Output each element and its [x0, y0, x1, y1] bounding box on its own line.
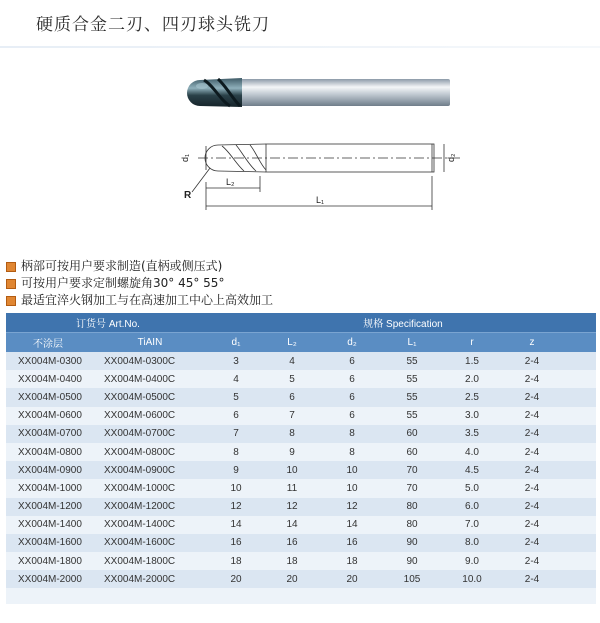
table-cell: XX004M-0500C: [90, 388, 210, 406]
spec-table: [6, 313, 596, 604]
table-row: [6, 370, 596, 388]
col-tiain: TiAIN: [90, 333, 210, 353]
table-cell: 3.0: [442, 407, 502, 425]
table-cell-spacer: [562, 443, 596, 461]
table-cell: XX004M-0400C: [90, 370, 210, 388]
table-cell-spacer: [562, 461, 596, 479]
spec-table-body: [6, 352, 596, 604]
table-row: [6, 352, 596, 370]
table-cell: 2.0: [442, 370, 502, 388]
table-cell-blank: [6, 588, 596, 604]
table-cell: 7.0: [442, 516, 502, 534]
table-cell-spacer: [562, 534, 596, 552]
table-cell: 20: [262, 570, 322, 588]
table-cell: 4.5: [442, 461, 502, 479]
table-cell: 8.0: [442, 534, 502, 552]
bullet-square-icon: [6, 262, 16, 272]
table-cell: 9.0: [442, 552, 502, 570]
table-cell: 12: [322, 498, 382, 516]
table-cell: 2-4: [502, 370, 562, 388]
table-cell-spacer: [562, 425, 596, 443]
table-cell: 12: [262, 498, 322, 516]
table-cell: 90: [382, 552, 442, 570]
table-row: [6, 498, 596, 516]
table-cell: 55: [382, 370, 442, 388]
table-cell: 6: [262, 388, 322, 406]
table-cell-spacer: [562, 352, 596, 370]
table-cell: 10: [322, 461, 382, 479]
table-cell: 2-4: [502, 461, 562, 479]
table-row: [6, 425, 596, 443]
table-cell: 18: [210, 552, 262, 570]
table-cell: 10: [322, 479, 382, 497]
table-cell: 5: [210, 388, 262, 406]
table-row: [6, 534, 596, 552]
table-cell: 3.5: [442, 425, 502, 443]
table-cell: 70: [382, 461, 442, 479]
table-cell: 20: [210, 570, 262, 588]
table-cell: 8: [322, 425, 382, 443]
table-cell: 2-4: [502, 516, 562, 534]
table-cell: 16: [210, 534, 262, 552]
table-cell: XX004M-1000: [6, 479, 90, 497]
table-cell: 60: [382, 443, 442, 461]
col-d2: d₂: [322, 333, 382, 353]
table-cell-spacer: [562, 388, 596, 406]
table-cell: 2-4: [502, 443, 562, 461]
table-cell: 55: [382, 388, 442, 406]
table-cell: 70: [382, 479, 442, 497]
table-cell: 2-4: [502, 570, 562, 588]
header-specification: 规格 Specification: [210, 313, 596, 333]
col-r: r: [442, 333, 502, 353]
table-cell: XX004M-0900C: [90, 461, 210, 479]
feature-item: 最适宜淬火钢加工与在高速加工中心上高效加工: [6, 292, 273, 309]
table-cell-spacer: [562, 370, 596, 388]
table-cell: XX004M-0800: [6, 443, 90, 461]
table-cell: 6: [322, 352, 382, 370]
table-cell: 14: [210, 516, 262, 534]
table-cell: 5.0: [442, 479, 502, 497]
table-cell: 8: [262, 425, 322, 443]
table-row: [6, 443, 596, 461]
table-cell: XX004M-1600C: [90, 534, 210, 552]
table-cell: 8: [210, 443, 262, 461]
r-label: R: [184, 190, 192, 201]
header-artno: 订货号 Art.No.: [6, 313, 210, 333]
table-row: [6, 479, 596, 497]
table-cell: 12: [210, 498, 262, 516]
table-row: [6, 388, 596, 406]
d1-label: d₁: [180, 153, 190, 162]
table-row-blank: [6, 588, 596, 604]
end-mill-drawing: [170, 132, 470, 212]
table-cell: XX004M-0300C: [90, 352, 210, 370]
table-cell: XX004M-1800: [6, 552, 90, 570]
table-cell-spacer: [562, 407, 596, 425]
col-l2: L₂: [262, 333, 322, 353]
table-cell: XX004M-0400: [6, 370, 90, 388]
table-cell: 10: [210, 479, 262, 497]
table-cell: XX004M-0900: [6, 461, 90, 479]
table-cell: 7: [262, 407, 322, 425]
table-cell: 6: [322, 388, 382, 406]
table-cell-spacer: [562, 570, 596, 588]
table-cell-spacer: [562, 498, 596, 516]
table-cell: XX004M-0600C: [90, 407, 210, 425]
table-cell: 4: [262, 352, 322, 370]
table-cell: 80: [382, 516, 442, 534]
table-cell: 80: [382, 498, 442, 516]
bullet-square-icon: [6, 296, 16, 306]
table-cell: 4.0: [442, 443, 502, 461]
table-cell: XX004M-0800C: [90, 443, 210, 461]
table-cell-spacer: [562, 516, 596, 534]
table-cell: 6: [322, 407, 382, 425]
col-uncoated: 不涂层: [6, 333, 90, 353]
table-cell: 2-4: [502, 479, 562, 497]
l1-label: L₁: [316, 195, 325, 205]
table-cell: 9: [262, 443, 322, 461]
table-cell: 16: [262, 534, 322, 552]
table-cell: XX004M-0700: [6, 425, 90, 443]
col-d1: d₁: [210, 333, 262, 353]
end-mill-photo: [180, 66, 460, 122]
table-cell: XX004M-1600: [6, 534, 90, 552]
table-cell: 1.5: [442, 352, 502, 370]
col-spacer: [562, 333, 596, 353]
table-cell-spacer: [562, 552, 596, 570]
table-cell: XX004M-0500: [6, 388, 90, 406]
table-cell: XX004M-2000: [6, 570, 90, 588]
table-cell: 20: [322, 570, 382, 588]
table-cell: 2-4: [502, 425, 562, 443]
table-cell: 4: [210, 370, 262, 388]
table-cell: 14: [322, 516, 382, 534]
table-cell: 10.0: [442, 570, 502, 588]
table-cell: XX004M-1200C: [90, 498, 210, 516]
table-row: [6, 407, 596, 425]
table-cell: XX004M-1800C: [90, 552, 210, 570]
table-cell: 18: [322, 552, 382, 570]
table-cell: 6.0: [442, 498, 502, 516]
table-cell: XX004M-1400: [6, 516, 90, 534]
table-cell: 6: [322, 370, 382, 388]
table-cell: 16: [322, 534, 382, 552]
table-cell: 10: [262, 461, 322, 479]
table-cell: 11: [262, 479, 322, 497]
l2-label: L₂: [226, 177, 235, 187]
feature-list: [6, 258, 273, 309]
table-cell: 9: [210, 461, 262, 479]
feature-item: 柄部可按用户要求制造(直柄或侧压式): [6, 258, 273, 275]
table-cell: 2-4: [502, 552, 562, 570]
table-cell: 7: [210, 425, 262, 443]
table-cell: 2.5: [442, 388, 502, 406]
table-cell: XX004M-2000C: [90, 570, 210, 588]
table-cell: 2-4: [502, 407, 562, 425]
d2-label: d₂: [446, 153, 456, 162]
title-divider: [0, 46, 600, 48]
table-row: [6, 516, 596, 534]
page-title: 硬质合金二刃、四刃球头铣刀: [36, 15, 270, 35]
table-cell: 18: [262, 552, 322, 570]
table-row: [6, 461, 596, 479]
table-cell: 55: [382, 352, 442, 370]
table-cell: 90: [382, 534, 442, 552]
table-cell: 2-4: [502, 534, 562, 552]
table-cell: XX004M-0600: [6, 407, 90, 425]
table-cell: 55: [382, 407, 442, 425]
table-cell: 5: [262, 370, 322, 388]
table-cell: XX004M-1400C: [90, 516, 210, 534]
table-cell: 2-4: [502, 388, 562, 406]
table-cell: 14: [262, 516, 322, 534]
table-cell: 60: [382, 425, 442, 443]
table-cell: XX004M-0300: [6, 352, 90, 370]
table-cell: XX004M-1200: [6, 498, 90, 516]
table-row: [6, 552, 596, 570]
table-cell: XX004M-1000C: [90, 479, 210, 497]
table-cell: 3: [210, 352, 262, 370]
col-l1: L₁: [382, 333, 442, 353]
table-cell: 105: [382, 570, 442, 588]
table-cell: 8: [322, 443, 382, 461]
col-z: z: [502, 333, 562, 353]
table-cell: 2-4: [502, 498, 562, 516]
bullet-square-icon: [6, 279, 16, 289]
table-cell: XX004M-0700C: [90, 425, 210, 443]
feature-item: 可按用户要求定制螺旋角30° 45° 55°: [6, 275, 273, 292]
table-cell: 6: [210, 407, 262, 425]
table-cell: 2-4: [502, 352, 562, 370]
table-row: [6, 570, 596, 588]
table-cell-spacer: [562, 479, 596, 497]
